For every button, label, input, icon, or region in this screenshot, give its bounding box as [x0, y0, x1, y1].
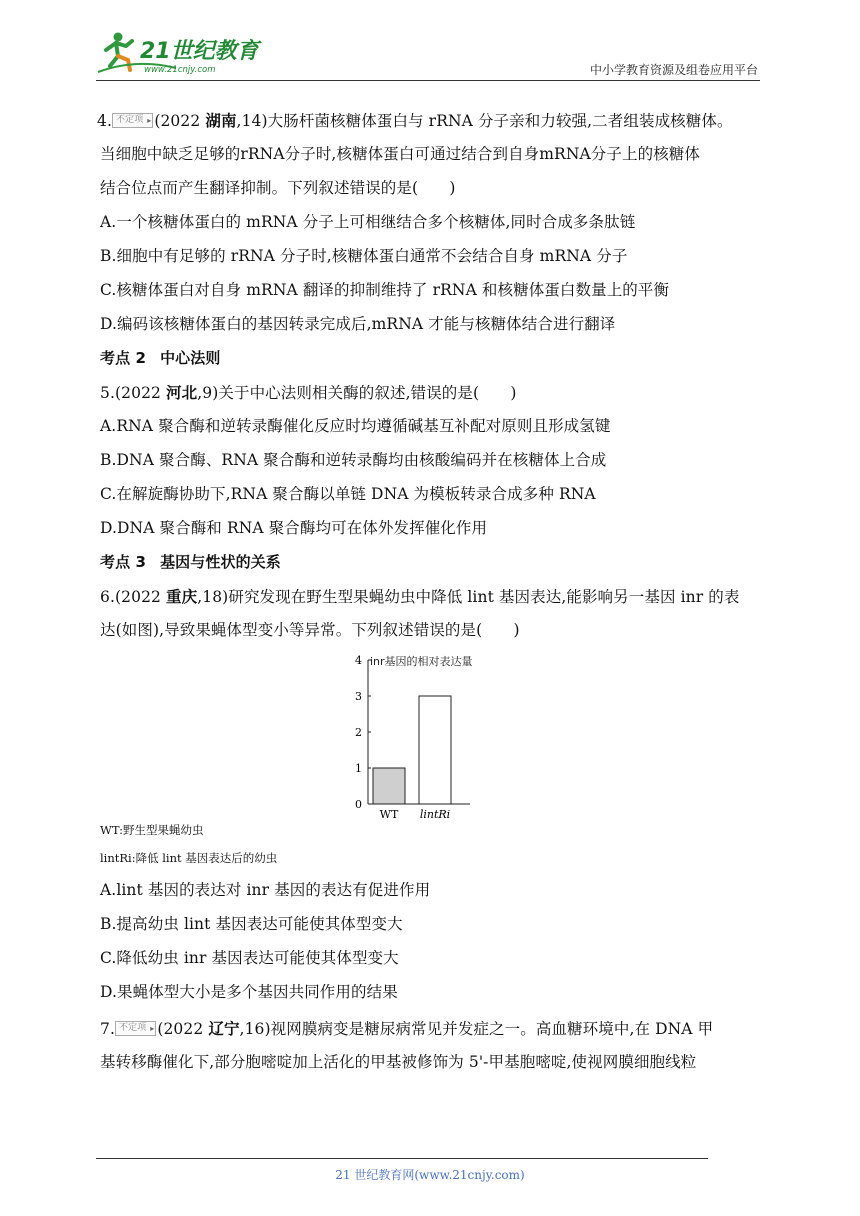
- y-tick-label: 3: [355, 690, 362, 703]
- q7-stem-text-1: 视网膜病变是糖尿病常见并发症之一。高血糖环境中,在 DNA 甲: [270, 1020, 714, 1038]
- q5-stem: [100, 376, 772, 410]
- logo-url: www.21cnjy.com: [144, 65, 216, 75]
- q6-stem-line-2: 达(如图),导致果蝇体型变小等异常。下列叙述错误的是( ): [100, 621, 520, 639]
- note-lintri: lintRi:降低 lint 基因表达后的幼虫: [100, 851, 278, 865]
- header-divider: [96, 80, 760, 81]
- q4-stem-line-1: [97, 104, 772, 138]
- kp2-title: 中心法则: [160, 349, 221, 367]
- note-wt: WT:野生型果蝇幼虫: [100, 823, 204, 837]
- bar-wt: [373, 768, 405, 804]
- y-tick-label: 0: [355, 798, 362, 811]
- q6-source-num: ,18): [197, 588, 229, 606]
- x-tick-label: WT: [379, 808, 399, 818]
- q4-source-num: ,14): [236, 112, 268, 130]
- q7-stem-line-2: 基转移酶催化下,部分胞嘧啶加上活化的甲基被修饰为 5'-甲基胞嘧啶,使视网膜细胞线粒: [100, 1053, 697, 1071]
- kp3-title: 基因与性状的关系: [160, 553, 281, 571]
- page-header: [96, 28, 760, 78]
- kp3-label: 考点 3: [100, 553, 147, 571]
- q5-source-year: (2022: [115, 384, 167, 402]
- q6-stem-line-1: [100, 580, 772, 614]
- q4-option-b: B.细胞中有足够的 rRNA 分子时,核糖体蛋白通常不会结合自身 mRNA 分子: [100, 247, 628, 265]
- q4-stem-text-1: 大肠杆菌核糖体蛋白与 rRNA 分子亲和力较强,二者组装成核糖体。: [267, 112, 733, 130]
- q5-option-a: A.RNA 聚合酶和逆转录酶催化反应时均遵循碱基互补配对原则且形成氢键: [100, 417, 611, 435]
- q7-source-place: 辽宁: [208, 1019, 240, 1038]
- y-tick-label: 1: [355, 762, 362, 775]
- kp2-label: 考点 2: [100, 349, 147, 367]
- logo-text: 21世纪教育: [140, 39, 259, 64]
- q6-source-year: (2022: [115, 588, 167, 606]
- q5-source-num: ,9): [197, 384, 219, 402]
- kp2-heading: [100, 342, 772, 376]
- bar-lintri: [419, 696, 451, 804]
- q7-source-year: (2022: [157, 1020, 209, 1038]
- q7-number: 7.: [100, 1020, 115, 1038]
- q6-option-d: D.果蝇体型大小是多个基因共同作用的结果: [100, 983, 398, 1001]
- q4-stem-line-2: 当细胞中缺乏足够的rRNA分子时,核糖体蛋白可通过结合到自身mRNA分子上的核糖体: [100, 145, 700, 163]
- q4-source-place: 湖南: [205, 111, 237, 130]
- q5-stem-text: 关于中心法则相关酶的叙述,错误的是( ): [218, 384, 517, 402]
- x-tick-label: lintRi: [419, 808, 451, 818]
- y-tick-label: 4: [355, 654, 362, 667]
- logo: [96, 28, 266, 76]
- document-body: [97, 104, 772, 1080]
- chart-notes: [100, 818, 772, 865]
- q5-option-d: D.DNA 聚合酶和 RNA 聚合酶均可在体外发挥催化作用: [100, 519, 488, 537]
- q6-stem-text-1: 研究发现在野生型果蝇幼虫中降低 lint 基因表达,能影响另一基因 inr 的表: [228, 588, 740, 606]
- footer-divider: [96, 1158, 708, 1159]
- kp3-heading: [100, 546, 772, 580]
- q4-stem-line-3: 结合位点而产生翻译抑制。下列叙述错误的是( ): [100, 179, 456, 197]
- q5-number: 5.: [100, 384, 115, 402]
- q7-stem-line-1: [100, 1012, 772, 1046]
- q6-option-a: A.lint 基因的表达对 inr 基因的表达有促进作用: [100, 881, 431, 899]
- y-tick-label: 2: [355, 726, 362, 739]
- q5-source-place: 河北: [166, 383, 198, 402]
- indefinite-tag: 不定项 ▸: [115, 1021, 156, 1036]
- q5-option-c: C.在解旋酶协助下,RNA 聚合酶以单链 DNA 为模板转录合成多种 RNA: [100, 485, 596, 503]
- q4-option-d: D.编码该核糖体蛋白的基因转录完成后,mRNA 才能与核糖体结合进行翻译: [100, 315, 616, 333]
- chart-title: inr基因的相对表达量: [370, 655, 473, 668]
- q5-option-b: B.DNA 聚合酶、RNA 聚合酶和逆转录酶均由核酸编码并在核糖体上合成: [100, 451, 607, 469]
- footer-text: 21 世纪教育网(www.21cnjy.com): [335, 1168, 525, 1182]
- q4-number: 4.: [97, 112, 112, 130]
- indefinite-tag: 不定项 ▸: [112, 113, 153, 128]
- q6-option-c: C.降低幼虫 inr 基因表达可能使其体型变大: [100, 949, 399, 967]
- q4-option-a: A.一个核糖体蛋白的 mRNA 分子上可相继结合多个核糖体,同时合成多条肽链: [100, 213, 636, 231]
- inr-expression-chart: [348, 648, 488, 818]
- q7-source-num: ,16): [239, 1020, 271, 1038]
- q6-option-b: B.提高幼虫 lint 基因表达可能使其体型变大: [100, 915, 403, 933]
- q4-option-c: C.核糖体蛋白对自身 mRNA 翻译的抑制维持了 rRNA 和核糖体蛋白数量上的平衡: [100, 281, 670, 299]
- q6-source-place: 重庆: [166, 587, 198, 606]
- q4-source-year: (2022: [154, 112, 206, 130]
- q6-number: 6.: [100, 588, 115, 606]
- platform-name: 中小学教育资源及组卷应用平台: [589, 63, 758, 77]
- bar-chart: [348, 648, 488, 818]
